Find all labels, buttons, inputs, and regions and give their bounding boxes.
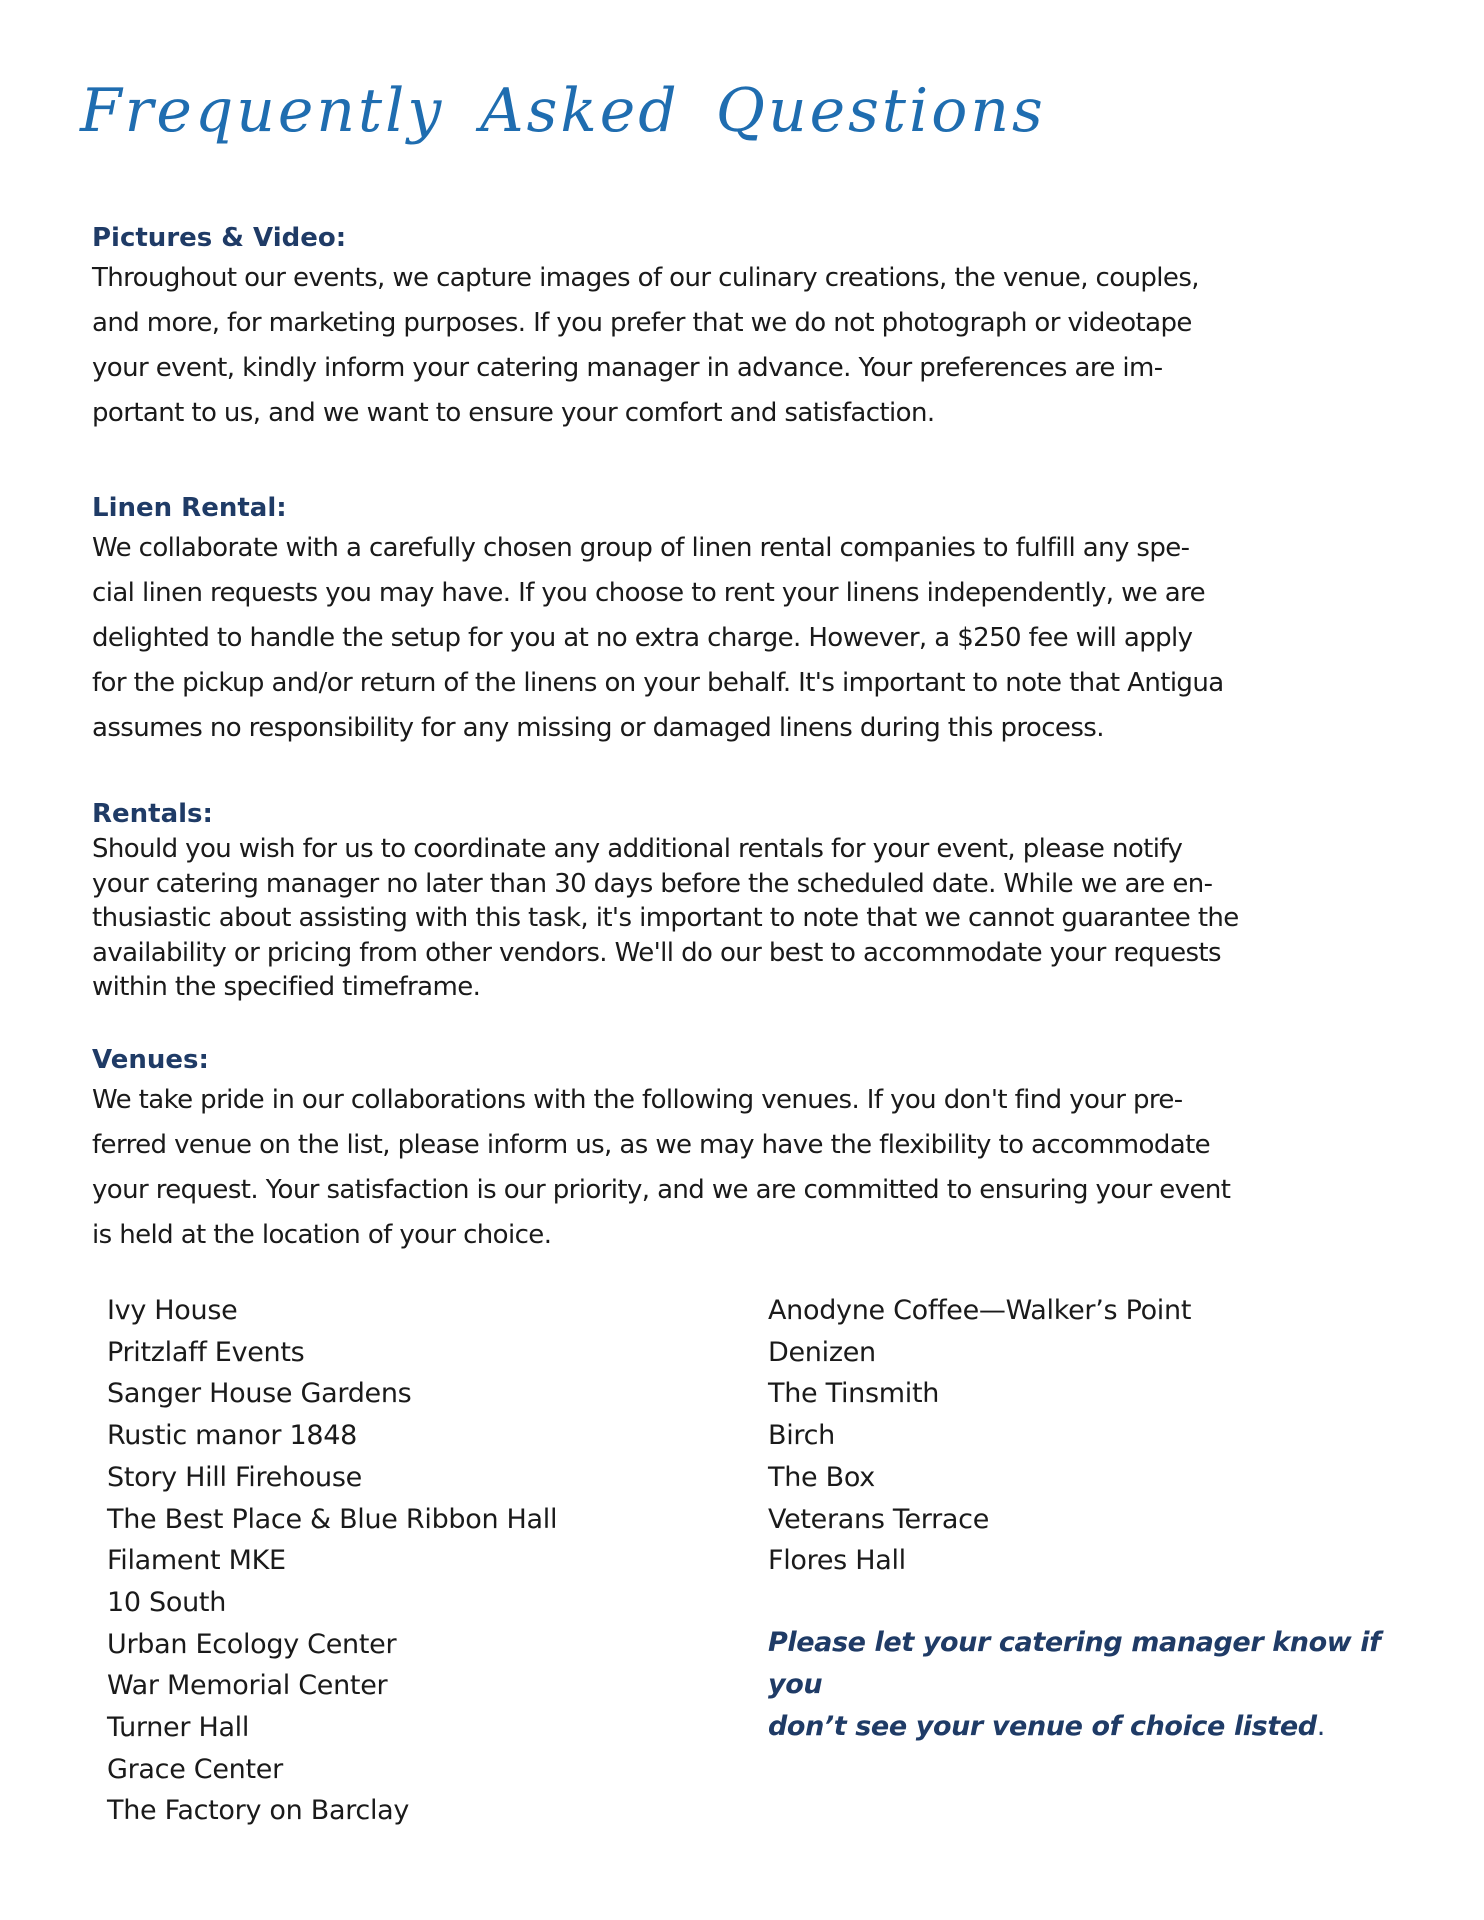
section-heading: Linen Rental: <box>92 493 287 523</box>
venue-item: The Box <box>768 1461 875 1493</box>
venue-item: Filament MKE <box>107 1545 286 1577</box>
venue-item: 10 South <box>107 1586 227 1618</box>
venue-list-right <box>768 1290 1191 1582</box>
venue-item: The Tinsmith <box>768 1378 940 1410</box>
section-body <box>92 256 1372 436</box>
venue-item: Sanger House Gardens <box>107 1378 412 1410</box>
body-line: thusiastic about assisting with this task, it's important to note that we cannot guarantee the <box>92 903 1239 933</box>
section-body <box>92 1078 1372 1258</box>
venue-note-line: don’t see your venue of choice listed <box>768 1711 1317 1742</box>
body-line: cial linen requests you may have. If you choose to rent your linens independently, we are <box>92 578 1206 608</box>
venue-item: Denizen <box>768 1336 876 1368</box>
venue-item: Story Hill Firehouse <box>107 1461 362 1493</box>
venue-item: War Memorial Center <box>107 1670 388 1702</box>
section-linen-rental <box>92 490 1372 751</box>
body-line: your request. Your satisfaction is our priority, and we are committed to ensuring your event <box>92 1175 1231 1205</box>
venue-item: Rustic manor 1848 <box>107 1420 358 1452</box>
venue-item: Grace Center <box>107 1753 283 1785</box>
venue-note-line: Please let your catering manager know if you <box>768 1627 1381 1700</box>
section-body <box>92 832 1372 1005</box>
body-line: and more, for marketing purposes. If you prefer that we do not photograph or videotape <box>92 308 1192 338</box>
body-line: your catering manager no later than 30 days before the scheduled date. While we are en- <box>92 868 1213 899</box>
venue-item: Veterans Terrace <box>768 1503 990 1535</box>
body-line: ferred venue on the list, please inform us, as we may have the flexibility to accommodate <box>92 1130 1211 1160</box>
venue-note <box>768 1622 1428 1748</box>
section-venues <box>92 1042 1372 1258</box>
body-line: within the specified timeframe. <box>92 972 481 1002</box>
venue-item: Urban Ecology Center <box>107 1628 397 1660</box>
venue-item: Pritzlaff Events <box>107 1336 305 1368</box>
page-title: Frequently Asked Questions <box>80 76 1046 146</box>
body-line: Should you wish for us to coordinate any additional rentals for your event, please notify <box>92 834 1183 864</box>
venue-item: Turner Hall <box>107 1712 250 1744</box>
body-line: delighted to handle the setup for you at no extra charge. However, a $250 fee will apply <box>92 623 1193 653</box>
body-line: your event, kindly inform your catering manager in advance. Your preferences are im- <box>92 353 1163 383</box>
venue-item: Ivy House <box>107 1295 238 1326</box>
venue-item: The Best Place & Blue Ribbon Hall <box>107 1503 558 1535</box>
venue-item: Flores Hall <box>768 1545 906 1577</box>
venue-item: Birch <box>768 1420 835 1452</box>
body-line: is held at the location of your choice. <box>92 1220 552 1250</box>
body-line: We take pride in our collaborations with the following venues. If you don't find your pre- <box>92 1085 1183 1115</box>
section-body <box>92 526 1372 751</box>
venue-list-left <box>107 1290 557 1832</box>
venue-item: The Factory on Barclay <box>107 1795 410 1827</box>
section-heading: Pictures & Video: <box>92 223 347 253</box>
section-heading: Rentals: <box>92 799 213 829</box>
body-line: availability or pricing from other vendors. We'll do our best to accommodate your requests <box>92 937 1221 968</box>
section-heading: Venues: <box>92 1045 209 1075</box>
body-line: We collaborate with a carefully chosen group of linen rental companies to fulfill any spe- <box>92 533 1190 563</box>
venue-item: Anodyne Coffee—Walker’s Point <box>768 1295 1192 1326</box>
body-line: portant to us, and we want to ensure your comfort and satisfaction. <box>92 398 935 428</box>
body-line: Throughout our events, we capture images of our culinary creations, the venue, couples, <box>92 263 1199 293</box>
body-line: for the pickup and/or return of the linens on your behalf. It's important to note that Antigua <box>92 668 1224 698</box>
venue-note-period: . <box>1316 1711 1325 1742</box>
body-line: assumes no responsibility for any missing or damaged linens during this process. <box>92 713 1104 743</box>
section-rentals <box>92 796 1372 1005</box>
section-pictures-video <box>92 220 1372 436</box>
